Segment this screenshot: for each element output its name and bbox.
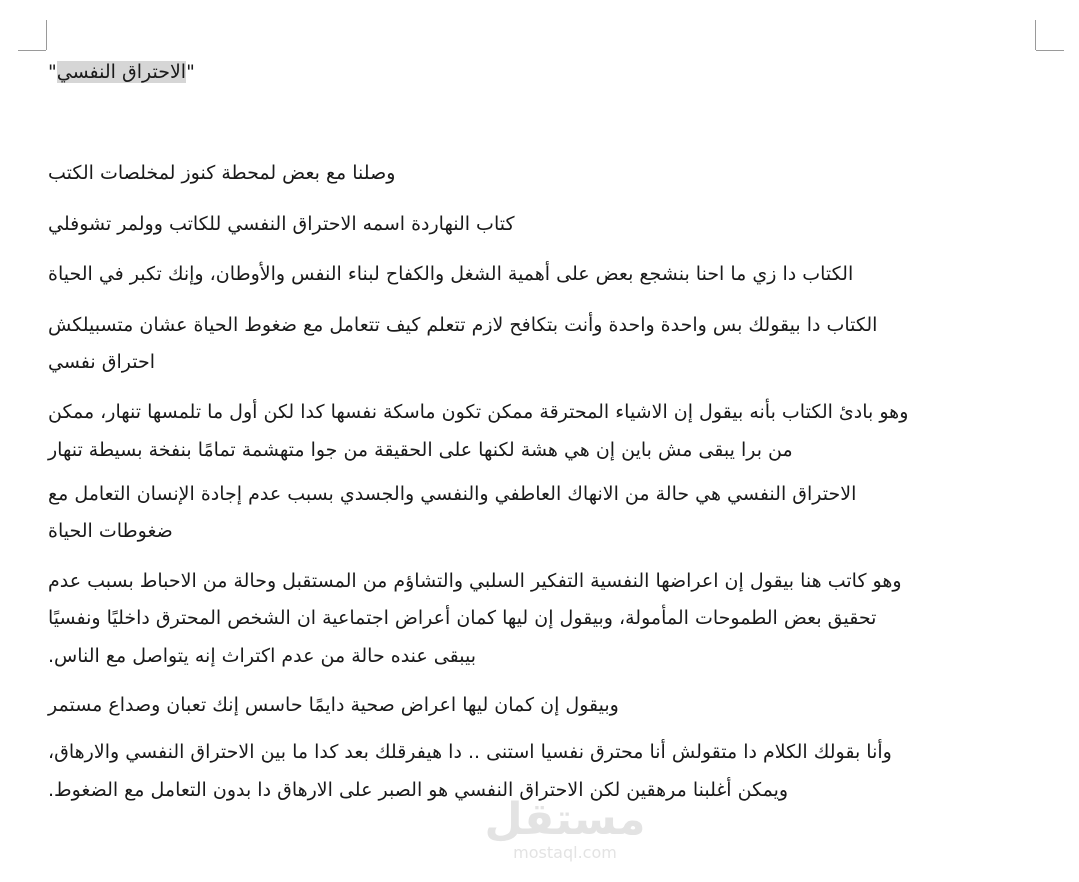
paragraph-line: الكتاب دا بيقولك بس واحدة واحدة وأنت بتكافح لازم تتعلم كيف تتعامل مع ضغوط الحياة عشان متسبيلكش	[48, 314, 878, 336]
paragraph-line: ويمكن أغلبنا مرهقين لكن الاحتراق النفسي هو الصبر على الارهاق دا بدون التعامل مع الضغوط.	[48, 779, 789, 801]
paragraph-line: بيبقى عنده حالة من عدم اكتراث إنه يتواصل مع الناس.	[48, 645, 476, 667]
watermark-logo: مستقل	[484, 794, 646, 845]
paragraph-line: الكتاب دا زي ما احنا بنشجع بعض على أهمية الشغل والكفاح لبناء النفس والأوطان، وإنك تكبر في الحياة	[48, 263, 854, 285]
paragraph-line: الاحتراق النفسي هي حالة من الانهاك العاطفي والنفسي والجسدي بسبب عدم إجادة الإنسان التعامل مع	[48, 483, 857, 505]
paragraph-line: وصلنا مع بعض لمحطة كنوز لمخلصات الكتب	[48, 162, 396, 184]
page-corner-mark-top-left	[46, 20, 47, 50]
paragraph-line: وبيقول إن كمان ليها اعراض صحية دايمًا حاسس إنك تعبان وصداع مستمر	[48, 694, 619, 716]
title-quote-end: "	[186, 61, 195, 83]
paragraph-line: وأنا بقولك الكلام دا متقولش أنا محترق نفسيا استنى .. دا هيفرقلك بعد كدا ما بين الاحتراق النفسي والارهاق،	[48, 741, 892, 763]
paragraph-line: تحقيق بعض الطموحات المأمولة، وبيقول إن ليها كمان أعراض اجتماعية ان الشخص المحترق داخليًا ونفسيًا	[48, 607, 877, 629]
paragraph-line: من برا يبقى مش باين إن هي هشة لكنها على الحقيقة من جوا متهشمة تمامًا بنفخة بسيطة تنهار	[48, 439, 793, 461]
paragraph-line: وهو بادئ الكتاب بأنه بيقول إن الاشياء المحترقة ممكن تكون ماسكة نفسها كدا لكن أول ما تلمسها تنهار، ممكن	[48, 401, 909, 423]
title-quote: "	[48, 61, 57, 83]
page-corner-mark-top-left	[18, 50, 46, 51]
paragraph-line: وهو كاتب هنا بيقول إن اعراضها النفسية التفكير السلبي والتشاؤم من المستقبل وحالة من الاحباط بسبب عدم	[48, 570, 902, 592]
page-corner-mark-top-right	[1035, 20, 1036, 50]
paragraph-line: احتراق نفسي	[48, 351, 155, 373]
page-corner-mark-top-right	[1036, 50, 1064, 51]
paragraph-line: ضغوطات الحياة	[48, 520, 173, 542]
watermark-url: mostaql.com	[513, 843, 617, 862]
document-title[interactable]	[48, 58, 195, 86]
title-text-selected[interactable]: الاحتراق النفسي	[56, 61, 187, 83]
paragraph-line: كتاب النهاردة اسمه الاحتراق النفسي للكاتب وولمر تشوفلي	[48, 213, 515, 235]
